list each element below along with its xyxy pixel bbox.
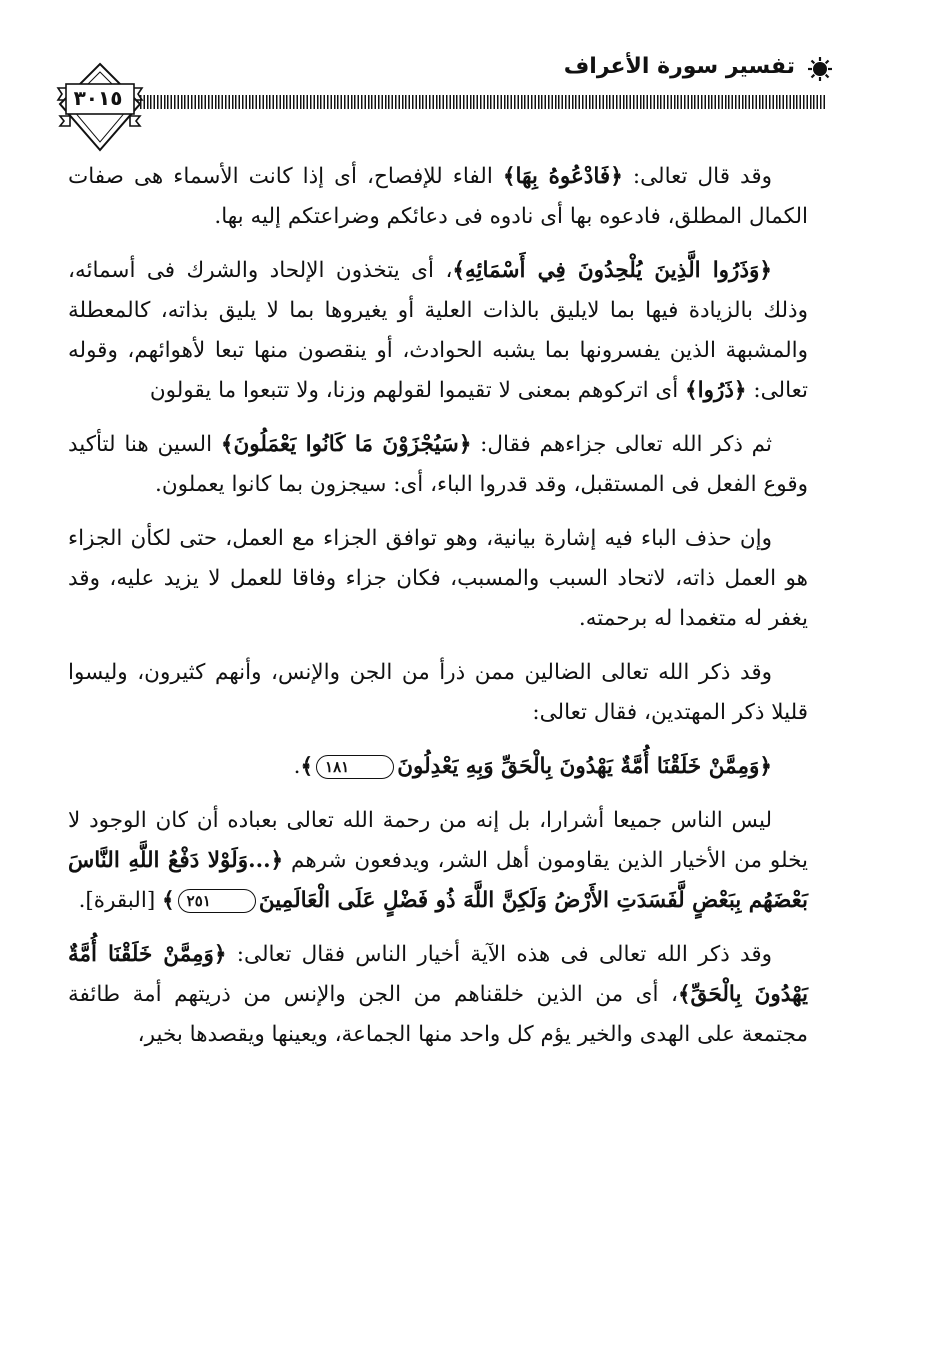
text-run: وقد ذكر الله تعالى الضالين ممن ذرأ من الجن والإنس، وأنهم كثيرون، وليسوا قليلا ذكر المهتدين، فقال تعالى:	[68, 660, 808, 725]
paragraph	[68, 747, 808, 787]
paragraph	[68, 653, 808, 733]
paragraph	[68, 157, 808, 237]
quran-quote: ﴿...وَلَوْلا دَفْعُ اللَّهِ النَّاسَ بَعْضَهُم بِبَعْضٍ لَّفَسَدَتِ الأَرْضُ وَلَكِنَّ اللَّهَ ذُو فَضْلٍ عَلَى الْعَالَمِينَ	[68, 848, 808, 913]
paragraph	[68, 251, 808, 411]
paragraph	[68, 935, 808, 1055]
text-run: ثم ذكر الله تعالى جزاءهم فقال:	[471, 432, 772, 457]
text-run: ، أى يتخذون الإلحاد والشرك فى أسمائه، وذلك بالزيادة فيها بما لايليق بالذات العلية أو يغيروها بما لا يليق بذاته، كالمعطلة والمشبهة الذين يفسرونها بما يشبه الحوادث، أو ينقصون منها تبعا لأهوائهم، وقوله تعالى:	[68, 258, 808, 403]
paragraph	[68, 801, 808, 921]
text-run: أى اتركوهم بمعنى لا تقيموا لقولهم وزنا، ولا تتبعوا ما يقولون	[149, 378, 686, 403]
text-run: السين هنا لتأكيد وقوع الفعل فى المستقبل، وقد قدروا الباء، أى: سيجزون بما كانوا يعملون.	[68, 432, 808, 497]
page-header	[0, 0, 925, 160]
paragraph	[68, 519, 808, 639]
quran-quote: ﴾	[162, 888, 175, 913]
header-rule	[140, 95, 827, 109]
quran-quote: ﴿سَيُجْزَوْنَ مَا كَانُوا يَعْمَلُونَ﴾	[220, 432, 472, 457]
text-run: الفاء للإفصاح، أى إذا كانت الأسماء هى صفات الكمال المطلق، فادعوه بها أى نادوه فى دعائكم وضراعتكم إليه بها.	[68, 164, 808, 229]
page-number: ٣٠١٥	[73, 86, 123, 110]
quran-quote: ﴿وَمِمَّنْ خَلَقْنَا أُمَّةٌ يَهْدُونَ بِالْحَقِّ﴾	[68, 942, 808, 1007]
quran-quote: ﴿فَادْعُوهُ بِهَا﴾	[502, 164, 623, 189]
verse-number: ٢٥١	[178, 889, 256, 913]
body-text	[68, 157, 808, 1069]
text-run: [البقرة].	[78, 888, 163, 913]
text-run: وقد قال تعالى:	[622, 164, 772, 189]
text-run: ، أى من الذين خلقناهم من الجن والإنس من ذريتهم أمة طائفة مجتمعة على الهدى والخير يؤم كل واحد منها الجماعة، ويعينها ويقصدها بخير،	[68, 982, 808, 1047]
sun-ornament-icon	[807, 56, 833, 82]
text-run: ليس الناس جميعا أشرارا، بل إنه من رحمة الله تعالى بعباده أن كان الوجود لا يخلو من الأخيار الذين يقاومون أهل الشر، ويدفعون شرهم	[68, 808, 808, 873]
quran-quote: ﴿وَذَرُوا الَّذِينَ يُلْحِدُونَ فِي أَسْمَائِهِ﴾	[452, 258, 772, 283]
quran-quote: ﴿ذَرُوا﴾	[685, 378, 747, 403]
running-title: تفسير سورة الأعراف	[563, 54, 795, 79]
quran-quote: ﴿وَمِمَّنْ خَلَقْنَا أُمَّةٌ يَهْدُونَ بِالْحَقِّ وَبِهِ يَعْدِلُونَ	[397, 754, 772, 779]
text-run: .	[293, 754, 301, 779]
quran-quote: ﴾	[300, 754, 314, 779]
text-run: وإن حذف الباء فيه إشارة بيانية، وهو توافق الجزاء مع العمل، حتى لكأن الجزاء هو العمل ذاته، لاتحاد السبب والمسبب، فكان جزاء وفاقا للعمل لا يزيد عليه، وقد يغفر له متغمدا له برحمته.	[68, 526, 808, 631]
text-run: وقد ذكر الله تعالى فى هذه الآية أخيار الناس فقال تعالى:	[226, 942, 772, 967]
verse-number: ١٨١	[316, 755, 394, 779]
paragraph	[68, 425, 808, 505]
